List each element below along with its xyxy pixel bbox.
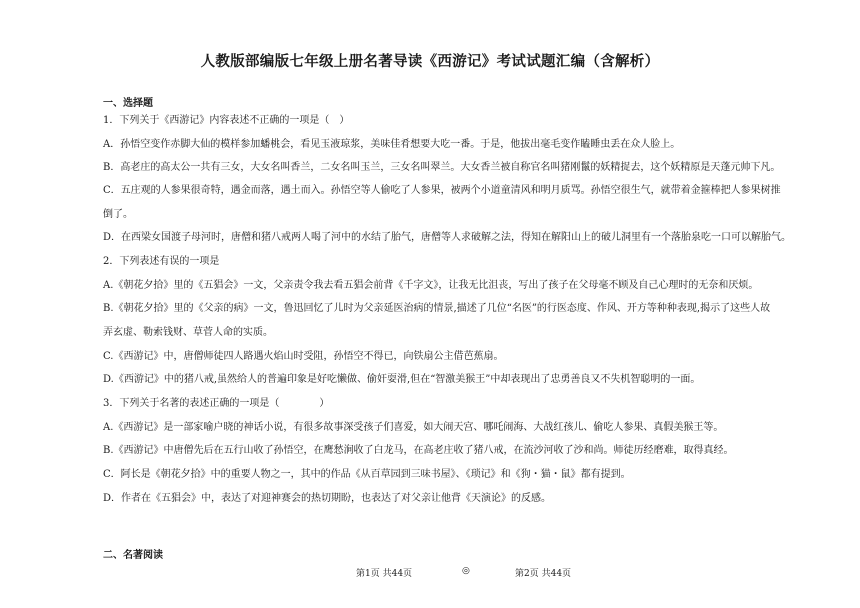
question-1-option-c-cont: 倒了。 xyxy=(103,209,133,220)
question-1-option-b: B．高老庄的高太公一共有三女，大女名叫香兰，二女名叫玉兰，三女名叫翠兰。大女香兰被自称官名叫猪刚鬣的妖精捉去，这个妖精原是天蓬元帅下凡。 xyxy=(103,162,781,173)
footer-separator: ◎ xyxy=(462,566,470,576)
question-2-option-b: B.《朝花夕拾》里的《父亲的病》一文，鲁迅回忆了儿时为父亲延医治病的情景,描述了几位“名医”的行医态度、作风、开方等种种表现,揭示了这些人故 xyxy=(103,303,771,314)
question-3-option-c: C．阿长是《朝花夕拾》中的重要人物之一，其中的作品《从百草园到三味书屋》、《琐记》和《狗・猫・鼠》都有提到。 xyxy=(103,469,631,480)
question-3-option-a: A.《西游记》是一部家喻户晓的神话小说，有很多故事深受孩子们喜爱，如大闹天宫、哪吒闹海、大战红孩儿、偷吃人参果、真假美猴王等。 xyxy=(103,422,724,433)
question-3-stem: 3．下列关于名著的表述正确的一项是（ ） xyxy=(103,398,330,409)
question-1-stem: 1．下列关于《西游记》内容表述不正确的一项是（ ） xyxy=(103,115,350,126)
section-heading-choice: 一、选择题 xyxy=(103,98,153,109)
question-3-option-b: B.《西游记》中唐僧先后在五行山收了孙悟空，在鹰愁涧收了白龙马，在高老庄收了猪八戒，在流沙河收了沙和尚。师徒历经磨难，取得真经。 xyxy=(103,445,734,456)
question-1-option-d: D．在西梁女国渡子母河时，唐僧和猪八戒两人喝了河中的水结了胎气，唐僧等人求破解之法，得知在解阳山上的破儿洞里有一个落胎泉吃一口可以解胎气。 xyxy=(103,232,792,243)
question-1-option-c: C．五庄观的人参果很奇特，遇金而落，遇土而入。孙悟空等人偷吃了人参果，被两个小道童清风和明月质骂。孙悟空很生气，就带着金箍棒把人参果树推 xyxy=(103,185,781,196)
question-2-option-a: A.《朝花夕拾》里的《五猖会》一文，父亲责令我去看五猖会前背《千字文》，让我无比沮丧，写出了孩子在父母毫不顾及自己心理时的无奈和厌烦。 xyxy=(103,280,759,291)
document-title: 人教版部编版七年级上册名著导读《西游记》考试试题汇编（含解析） xyxy=(200,54,660,70)
question-3-option-d: D．作者在《五猖会》中，表达了对迎神赛会的热切期盼，也表达了对父亲让他背《天演论》的反感。 xyxy=(103,493,552,504)
question-2-option-d: D.《西游记》中的猪八戒,虽然给人的普遍印象是好吃懒做、偷奸耍滑,但在“智激美猴王”中却表现出了忠勇善良又不失机智聪明的一面。 xyxy=(103,374,701,385)
question-2-stem: 2．下列表述有误的一项是 xyxy=(103,256,220,267)
question-2-option-b-cont: 弄玄虚、勒索钱财、草菅人命的实质。 xyxy=(103,327,273,338)
question-2-option-c: C.《西游记》中，唐僧师徒四人路遇火焰山时受阻，孙悟空不得已，向铁扇公主借芭蕉扇。 xyxy=(103,351,504,362)
question-1-option-a: A．孙悟空变作赤脚大仙的模样参加蟠桃会，看见玉液琼浆，美味佳肴想要大吃一番。于是，他拔出毫毛变作瞌睡虫丢在众人脸上。 xyxy=(103,139,681,150)
footer-right-page-number: 第2页 共44页 xyxy=(515,569,572,579)
footer-left-page-number: 第1页 共44页 xyxy=(356,569,413,579)
section-heading-reading: 二、名著阅读 xyxy=(103,550,163,561)
